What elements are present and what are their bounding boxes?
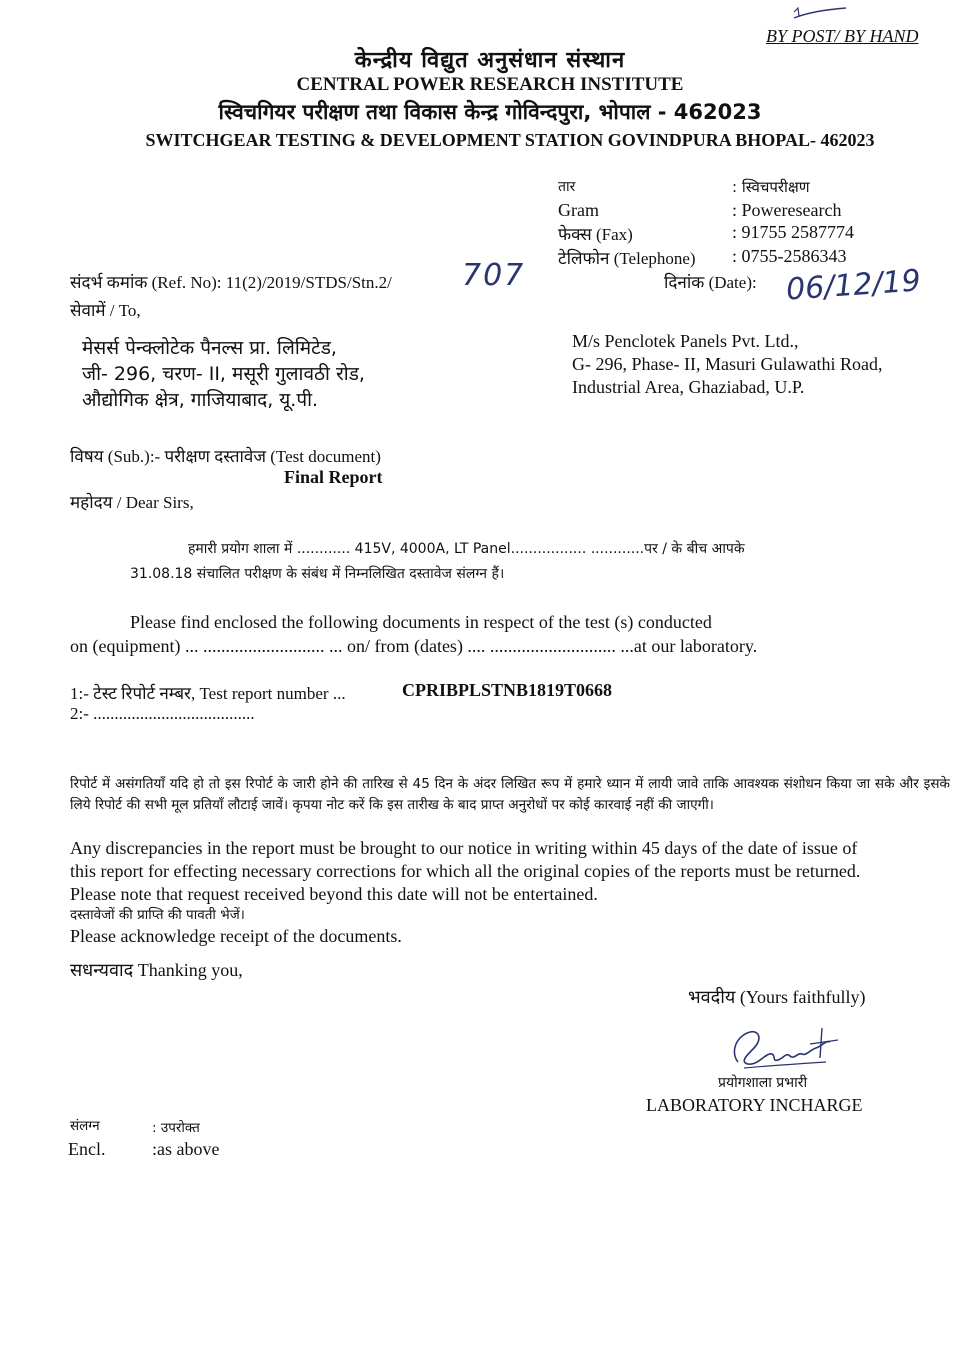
recipient-hindi-line-2: जी- 296, चरण- II, मसूरी गुलावठी रोड, [82, 363, 365, 385]
enclosure-label-english: Encl. [68, 1139, 106, 1159]
hindi-body-line-2: 31.08.18 संचालित परीक्षण के संबंध में निम्नलिखित दस्तावेज संलग्न हैं। [130, 566, 505, 582]
signature [726, 1022, 846, 1074]
document-item-1-label: 1:- टेस्ट रिपोर्ट नम्बर, Test report number ... [70, 684, 346, 703]
notice-english-line-3: Please note that request received beyond this date will not be entertained. [70, 884, 598, 904]
thanks: सधन्यवाद Thanking you, [70, 960, 243, 980]
subject-title: Final Report [284, 467, 383, 487]
english-body-line-1: Please find enclosed the following documents in respect of the test (s) conducted [130, 612, 712, 632]
signatory-english: LABORATORY INCHARGE [646, 1095, 863, 1115]
notice-english-line-1: Any discrepancies in the report must be brought to our notice in writing within 45 days of the date of issue of [70, 838, 858, 858]
contact-label-gram-hindi: तार [558, 179, 576, 195]
enclosure-value-hindi: : उपरोक्त [152, 1120, 200, 1136]
handwritten-date: 06/12/19 [784, 263, 922, 308]
acknowledge-hindi: दस्तावेजों की प्राप्ति की पावती भेजें। [70, 907, 245, 923]
date-label: दिनांक (Date): [664, 273, 757, 292]
enclosure-label-hindi: संलग्न [70, 1118, 100, 1134]
english-station-name: SWITCHGEAR TESTING & DEVELOPMENT STATION GOVINDPURA BHOPAL- 462023 [145, 130, 875, 150]
subject-label: विषय (Sub.):- परीक्षण दस्तावेज (Test document) [70, 447, 381, 466]
contact-label-fax: फेक्स (Fax) [558, 225, 633, 244]
english-body-line-2: on (equipment) ... ........................... ... on/ from (dates) .... ............................ ...at our laboratory. [70, 636, 758, 656]
to-label: सेवामें / To, [70, 301, 141, 320]
reference-handwritten-number: 707 [462, 258, 526, 293]
hindi-body-line-1: हमारी प्रयोग शाला में ............ 415V, 4000A, LT Panel................. ............पर / के बीच आपके [188, 541, 745, 557]
closing: भवदीय (Yours faithfully) [688, 987, 866, 1007]
enclosure-value-english: :as above [152, 1139, 220, 1159]
acknowledge-english: Please acknowledge receipt of the documents. [70, 926, 402, 946]
hindi-institute-name: केन्द्रीय विद्युत अनुसंधान संस्थान [354, 48, 626, 73]
hindi-station-name: स्विचगियर परीक्षण तथा विकास केन्द्र गोविन्दपुरा, भोपाल - 462023 [218, 100, 762, 124]
salutation: महोदय / Dear Sirs, [70, 493, 194, 512]
test-report-number: CPRIBPLSTNB1819T0668 [402, 680, 613, 700]
contact-value-gram-hindi: : स्विचपरीक्षण [732, 178, 810, 196]
notice-english-line-2: this report for effecting necessary corrections for which all the original copies of the reports must be returned. [70, 861, 861, 881]
contact-label-telephone: टेलिफोन (Telephone) [558, 249, 696, 268]
dispatch-note: BY POST/ BY HAND [766, 26, 919, 46]
document-item-2: 2:- ...................................... [70, 704, 255, 723]
contact-value-telephone: : 0755-2586343 [732, 246, 847, 266]
dispatch-tick-mark [790, 4, 850, 26]
recipient-english-line-3: Industrial Area, Ghaziabad, U.P. [572, 377, 805, 397]
signatory-hindi: प्रयोगशाला प्रभारी [718, 1075, 808, 1091]
recipient-english-line-1: M/s Penclotek Panels Pvt. Ltd., [572, 331, 799, 351]
recipient-english-line-2: G- 296, Phase- II, Masuri Gulawathi Road, [572, 354, 883, 374]
recipient-hindi-line-3: औद्योगिक क्षेत्र, गाजियाबाद, यू.पी. [82, 389, 319, 411]
recipient-hindi-line-1: मेसर्स पेन्क्लोटेक पैनल्स प्रा. लिमिटेड, [82, 337, 337, 359]
english-institute-name: CENTRAL POWER RESEARCH INSTITUTE [296, 74, 684, 95]
contact-value-gram: : Poweresearch [732, 200, 842, 220]
reference-number-label: संदर्भ कमांक (Ref. No): 11(2)/2019/STDS/Stn.2/ [70, 273, 392, 292]
notice-hindi: रिपोर्ट में असंगतियाँ यदि हो तो इस रिपोर्ट के जारी होने की तारिख से 45 दिन के अंदर लिखित रूप में हमारे ध्यान में लायी जावे ताकि आवश्यक संशोधन किया जा सके और इसके लिये रिपोर्ट की सभी मूल प्रतियाँ लौटाई जावें। कृपया नोट करें कि इस तारीख के बाद प्राप्त अनुरोधों पर कोई कारवाई नहीं की जाएगी। [70, 776, 950, 813]
contact-label-gram: Gram [558, 200, 599, 220]
contact-value-fax: : 91755 2587774 [732, 222, 855, 242]
